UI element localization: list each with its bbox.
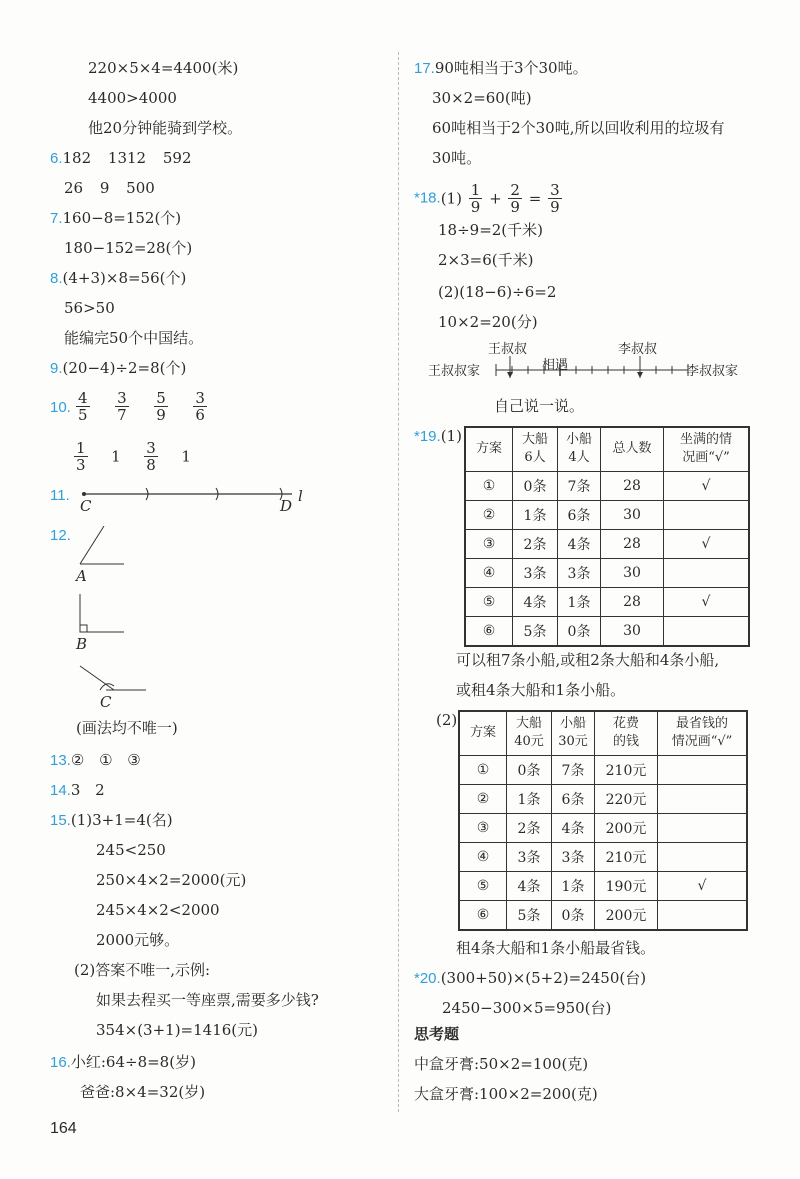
q11-line-figure	[70, 482, 310, 518]
q11-c: C	[80, 497, 92, 515]
q17-b: 30×2=60(吨)	[432, 89, 532, 107]
q10-whole-1: 1	[111, 447, 121, 466]
table-header-cell: 花费 的钱	[595, 711, 658, 755]
line-2: 4400>4000	[88, 89, 177, 107]
table-cell	[658, 755, 748, 784]
q8	[50, 268, 186, 289]
q18-d: 10×2=20(分)	[438, 313, 538, 331]
q15-g: 如果去程买一等座票,需要多少钱?	[96, 991, 319, 1009]
table-cell: 30	[601, 558, 664, 587]
q10-whole-2: 1	[181, 447, 191, 466]
q19-b: 或租4条大船和1条小船。	[456, 681, 626, 699]
q16-a: 小红:64÷8=8(岁)	[70, 1053, 196, 1071]
q20-num: 20.	[419, 970, 441, 987]
q16-num: 16.	[50, 1054, 71, 1071]
table-cell	[658, 813, 748, 842]
table-cell: 30	[601, 500, 664, 529]
q19-table-1	[464, 426, 750, 647]
table-cell: 1条	[513, 500, 558, 529]
table-cell: 200元	[595, 900, 658, 930]
table-cell	[658, 900, 748, 930]
q18-li: 李叔叔	[618, 342, 658, 357]
q9-num: 9.	[50, 360, 63, 377]
table-cell: ①	[465, 471, 513, 500]
q18-frac-2: $\frac{2}{9}$	[510, 181, 520, 216]
line-1: 220×5×4=4400(米)	[88, 59, 239, 77]
q18-wang-home: 王叔叔家	[428, 364, 481, 379]
table-row	[459, 813, 747, 842]
table-cell: ③	[459, 813, 507, 842]
table-cell: 5条	[507, 900, 552, 930]
table-cell: √	[664, 471, 750, 500]
q19-table-2	[458, 710, 748, 931]
q8-b: 56>50	[64, 299, 115, 317]
q10-frac-6: $\frac{3}{8}$	[146, 439, 156, 474]
table-row	[459, 842, 747, 871]
q10-frac-2: $\frac{3}{7}$	[117, 389, 127, 424]
q18-frac-1: $\frac{1}{9}$	[470, 181, 481, 216]
table-cell: 2条	[507, 813, 552, 842]
q18-a: 18÷9=2(千米)	[438, 221, 544, 239]
table-cell	[664, 616, 750, 646]
q15	[50, 810, 173, 831]
q20-star: *	[414, 970, 420, 987]
table-cell: 2条	[513, 529, 558, 558]
table-cell: 6条	[552, 784, 595, 813]
q18-star: *	[414, 189, 420, 207]
table-row	[459, 711, 747, 755]
table-row	[465, 616, 749, 646]
page-number: 164	[50, 1120, 77, 1137]
table-cell: ⑤	[459, 871, 507, 900]
q15-f: (2)答案不唯一,示例:	[74, 961, 211, 979]
table-cell: 0条	[507, 755, 552, 784]
table-cell: 210元	[595, 755, 658, 784]
table-header-cell: 大船 40元	[507, 711, 552, 755]
q14-num: 14.	[50, 782, 71, 799]
table-cell: ①	[459, 755, 507, 784]
table-header-cell: 小船 4人	[558, 427, 601, 471]
q19-num: 19.	[419, 428, 441, 445]
q18-e: 自己说一说。	[494, 397, 585, 415]
table-cell: 1条	[507, 784, 552, 813]
table-cell	[658, 842, 748, 871]
table-cell: ②	[459, 784, 507, 813]
table-cell: 200元	[595, 813, 658, 842]
q11-d: D	[280, 497, 293, 515]
table-cell: 210元	[595, 842, 658, 871]
table-cell	[664, 558, 750, 587]
q10-frac-3: $\frac{5}{9}$	[156, 389, 166, 424]
table-cell: 28	[601, 471, 664, 500]
q15-h: 354×(3+1)=1416(元)	[96, 1021, 259, 1039]
table-cell: 5条	[513, 616, 558, 646]
q18-plus: +	[489, 189, 502, 208]
line-3: 他20分钟能骑到学校。	[88, 119, 243, 137]
q18-p1: (1)	[440, 189, 462, 208]
q19-a: 可以租7条小船,或租2条大船和4条小船,	[456, 651, 720, 669]
q8-a: (4+3)×8=56(个)	[62, 269, 187, 287]
q15-b: 245<250	[96, 841, 166, 859]
table-cell: 4条	[507, 871, 552, 900]
q7-b: 180−152=28(个)	[64, 239, 193, 257]
table-header-cell: 小船 30元	[552, 711, 595, 755]
q12-num: 12.	[50, 527, 71, 544]
table-row	[459, 871, 747, 900]
q15-e: 2000元够。	[96, 931, 180, 949]
q19-c: 租4条大船和1条小船最省钱。	[456, 939, 656, 957]
table-cell: 6条	[558, 500, 601, 529]
table-cell: ⑤	[465, 587, 513, 616]
table-row	[465, 427, 749, 471]
table-row	[459, 755, 747, 784]
q18-b: 2×3=6(千米)	[438, 251, 534, 269]
table-header-cell: 大船 6人	[513, 427, 558, 471]
q17	[414, 58, 588, 79]
q15-c: 250×4×2=2000(元)	[96, 871, 247, 889]
table-cell: 30	[601, 616, 664, 646]
table-row	[465, 471, 749, 500]
q15-a: (1)3+1=4(名)	[70, 811, 173, 829]
table-cell	[664, 500, 750, 529]
q9	[50, 358, 186, 379]
q10-frac-5: $\frac{1}{3}$	[76, 439, 86, 474]
q8-c: 能编完50个中国结。	[64, 329, 204, 347]
q9-a: (20−4)÷2=8(个)	[62, 359, 187, 377]
table-cell: 0条	[558, 616, 601, 646]
q15-num: 15.	[50, 812, 71, 829]
table-cell: ④	[459, 842, 507, 871]
q13-a: ② ① ③	[70, 751, 141, 769]
table-cell: 4条	[558, 529, 601, 558]
table-cell: ②	[465, 500, 513, 529]
column-divider	[398, 52, 399, 1112]
table-cell: 4条	[552, 813, 595, 842]
table-cell: 28	[601, 587, 664, 616]
q10-row2	[72, 440, 191, 473]
q7-a: 160−8=152(个)	[62, 209, 182, 227]
table-cell: ③	[465, 529, 513, 558]
q19-label	[414, 426, 462, 447]
q6-b: 26 9 500	[64, 179, 155, 197]
table-cell: 3条	[507, 842, 552, 871]
think-b: 大盒牙膏:100×2=200(克)	[414, 1085, 598, 1103]
table-cell: 190元	[595, 871, 658, 900]
table-header-cell: 方案	[465, 427, 513, 471]
q18-meet: 相遇	[542, 358, 569, 373]
table-cell: ⑥	[465, 616, 513, 646]
q17-a: 90吨相当于3个30吨。	[434, 59, 588, 77]
q12-a: A	[76, 567, 87, 585]
q12-angles-figure	[70, 520, 170, 720]
q10-frac-1: $\frac{4}{5}$	[78, 389, 88, 424]
table-cell: √	[658, 871, 748, 900]
table-cell: 1条	[552, 871, 595, 900]
table-row	[465, 587, 749, 616]
q13-num: 13.	[50, 752, 71, 769]
q19-p1: (1)	[440, 427, 462, 445]
table-cell: 0条	[513, 471, 558, 500]
q18-wang: 王叔叔	[488, 342, 528, 357]
q8-num: 8.	[50, 270, 63, 287]
table-cell: 3条	[552, 842, 595, 871]
table-cell: 1条	[558, 587, 601, 616]
q20-b: 2450−300×5=950(台)	[442, 999, 612, 1017]
q12-c: C	[100, 693, 112, 711]
q14	[50, 780, 105, 801]
table-cell	[658, 784, 748, 813]
q11-num: 11.	[50, 487, 70, 504]
q20-a: (300+50)×(5+2)=2450(台)	[440, 969, 647, 987]
q18-frac-3: $\frac{3}{9}$	[550, 181, 560, 216]
table-row	[459, 900, 747, 930]
q6-a: 182 1312 592	[62, 149, 192, 167]
q11-l: l	[298, 487, 303, 505]
q19-p2: (2)	[436, 711, 458, 729]
q15-d: 245×4×2<2000	[96, 901, 220, 919]
q10-num: 10.	[50, 399, 71, 416]
table-cell: 3条	[558, 558, 601, 587]
think-title: 思考题	[414, 1025, 460, 1043]
q18-li-home: 李叔叔家	[686, 364, 739, 379]
q18-num: 18.	[419, 189, 441, 207]
table-row	[465, 529, 749, 558]
q17-c: 60吨相当于2个30吨,所以回收利用的垃圾有	[432, 119, 725, 137]
table-header-cell: 最省钱的 情况画“√”	[658, 711, 748, 755]
table-cell: 0条	[552, 900, 595, 930]
q16-b: 爸爸:8×4=32(岁)	[80, 1083, 206, 1101]
table-cell: 4条	[513, 587, 558, 616]
q6-num: 6.	[50, 150, 63, 167]
q19-star: *	[414, 428, 420, 445]
table-cell: 220元	[595, 784, 658, 813]
q17-num: 17.	[414, 60, 435, 77]
q18-eq: =	[528, 189, 542, 208]
table-cell: 7条	[558, 471, 601, 500]
table-header-cell: 坐满的情 况画“√”	[664, 427, 750, 471]
table-row	[459, 784, 747, 813]
table-cell: √	[664, 529, 750, 558]
think-a: 中盒牙膏:50×2=100(克)	[414, 1055, 589, 1073]
q6	[50, 148, 192, 169]
q10-frac-4: $\frac{3}{6}$	[195, 389, 205, 424]
q18	[414, 182, 564, 215]
table-row	[465, 500, 749, 529]
table-cell: ⑥	[459, 900, 507, 930]
q17-d: 30吨。	[432, 149, 482, 167]
table-cell: √	[664, 587, 750, 616]
q10-row1	[74, 390, 209, 423]
table-header-cell: 方案	[459, 711, 507, 755]
q18-c: (2)(18−6)÷6=2	[438, 283, 557, 301]
q14-a: 3 2	[70, 781, 105, 799]
q12-b: B	[76, 635, 88, 653]
table-cell: ④	[465, 558, 513, 587]
q7-num: 7.	[50, 210, 63, 227]
table-cell: 7条	[552, 755, 595, 784]
table-header-cell: 总人数	[601, 427, 664, 471]
table-cell: 28	[601, 529, 664, 558]
q16	[50, 1052, 196, 1073]
q13	[50, 750, 141, 771]
q12-note: (画法均不唯一)	[76, 719, 178, 737]
table-cell: 3条	[513, 558, 558, 587]
q20	[414, 968, 646, 989]
table-row	[465, 558, 749, 587]
q7	[50, 208, 181, 229]
